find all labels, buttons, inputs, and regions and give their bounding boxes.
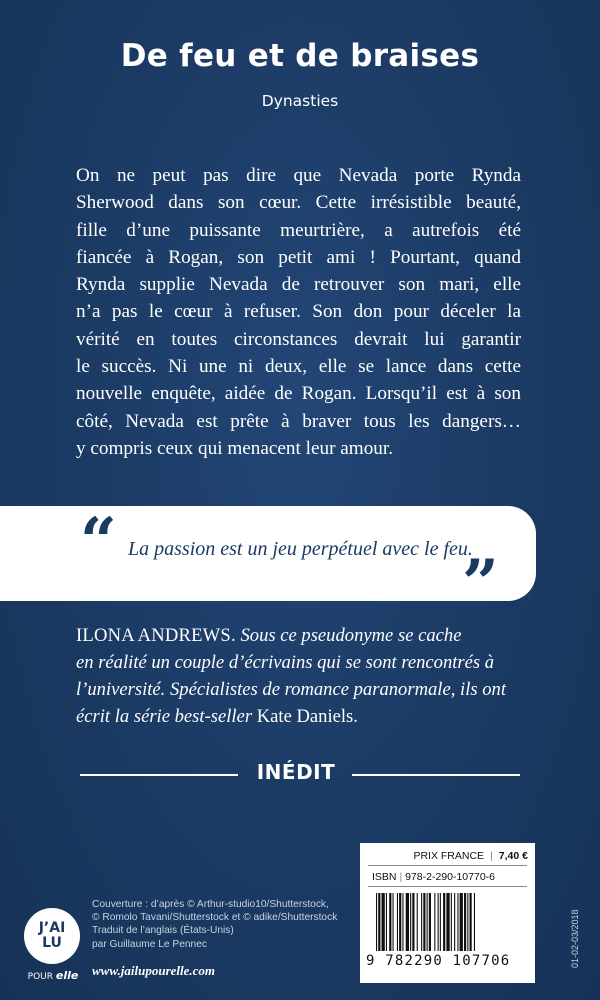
pull-quote: La passion est un jeu perpétuel avec le feu.: [128, 538, 473, 560]
barcode-bar: [410, 893, 411, 951]
barcode-bar: [393, 893, 394, 951]
barcode-bar: [427, 893, 428, 951]
barcode-bar: [434, 893, 435, 951]
barcode-bar: [474, 893, 475, 951]
blurb-paragraph: [76, 162, 521, 462]
barcode-bar: [423, 893, 425, 951]
barcode-bar: [464, 893, 466, 951]
blurb-line: On ne peut pas dire que Nevada porte Rynda: [76, 165, 521, 186]
barcode-bar: [454, 893, 455, 951]
open-quote-mark: “: [80, 504, 117, 579]
close-quote-mark: ”: [462, 546, 499, 621]
barcode-bar: [429, 893, 431, 951]
logo-text-line1: J’AI: [38, 920, 66, 936]
isbn-value: 978-2-290-10770-6: [405, 871, 495, 883]
barcode-bar: [446, 893, 449, 951]
blurb-line: vérité en toutes circonstances devrait lui garantir: [76, 328, 521, 350]
barcode-bar: [460, 893, 463, 951]
series-subtitle: Dynasties: [261, 92, 339, 110]
blurb-line: Sherwood dans son cœur. Cette irrésistible beauté,: [76, 192, 521, 214]
bio-line: [76, 676, 526, 703]
barcode-bar: [397, 893, 398, 951]
barcode-bar: [406, 893, 409, 951]
author-bio: [76, 622, 526, 730]
barcode-graphic: [374, 893, 524, 951]
barcode-box: [360, 843, 535, 983]
isbn-label: ISBN: [372, 871, 397, 883]
divider-right: [352, 774, 520, 776]
blurb-line: le succès. Ni une ni deux, elle se lance dans cette: [76, 356, 521, 378]
price-divider: [368, 865, 527, 866]
blurb-line: fille d’une puissante meurtrière, a autrefois été: [76, 219, 521, 241]
barcode-bar: [421, 893, 422, 951]
price-row: [368, 850, 528, 862]
blurb-line: fiancée à Rogan, son petit ami ! Pourtant, quand: [76, 246, 521, 268]
credit-line: © Romolo Tavani/Shutterstock et © adike/Shutterstock: [92, 912, 338, 924]
quote-band: [0, 504, 536, 621]
price-separator: |: [490, 850, 493, 862]
barcode-bar: [443, 893, 445, 951]
barcode-bar: [470, 893, 472, 951]
barcode-bar: [451, 893, 452, 951]
blurb-line: nouvelle enquête, aidée de Rogan. Lorsqu’il est à son: [76, 383, 521, 405]
barcode-bar: [457, 893, 458, 951]
blurb-line: y compris ceux qui menacent leur amour.: [76, 437, 394, 459]
price-label: PRIX FRANCE: [413, 850, 485, 862]
jai-lu-logo: [24, 908, 80, 964]
isbn-row: [372, 871, 495, 883]
series-name: Kate Daniels.: [256, 706, 358, 727]
logo-sub-brand: elle: [55, 969, 79, 982]
isbn-divider: [368, 886, 527, 887]
credit-line: Couverture : d’après © Arthur-studio10/Shutterstock,: [92, 899, 329, 910]
inedit-label: INÉDIT: [256, 760, 336, 784]
barcode-bar: [399, 893, 401, 951]
author-name: ILONA ANDREWS.: [76, 625, 236, 646]
barcode-bar: [467, 893, 468, 951]
bio-text: Sous ce pseudonyme se cache: [240, 625, 462, 646]
credit-line: Traduit de l’anglais (États-Unis): [92, 925, 234, 937]
barcode-bar: [376, 893, 377, 951]
barcode-bar: [440, 893, 441, 951]
bio-text: en réalité un couple d’écrivains qui se sont rencontrés à: [76, 652, 495, 673]
logo-subline: [22, 969, 84, 982]
credit-line: par Guillaume Le Pennec: [92, 938, 207, 950]
isbn-separator: |: [399, 871, 403, 883]
blurb-line: Rynda supplie Nevada de retrouver son mari, elle: [76, 274, 521, 296]
bio-line: [76, 622, 526, 649]
bio-line: [76, 703, 526, 730]
barcode-bar: [386, 893, 387, 951]
barcode-bar: [402, 893, 403, 951]
price-value: 7,40 €: [498, 850, 528, 862]
logo-sub-prefix: POUR: [27, 972, 53, 982]
cover-credits: [92, 898, 337, 951]
bio-text: écrit la série best-seller: [76, 706, 253, 727]
bio-text: l’université. Spécialistes de romance paranormale, ils ont: [76, 679, 506, 700]
blurb-line: n’a pas le cœur à refuser. Son don pour déceler la: [76, 301, 521, 323]
barcode-bar: [417, 893, 418, 951]
divider-left: [80, 774, 238, 776]
blurb-line: côté, Nevada est prête à braver tous les dangers…: [76, 410, 521, 432]
book-title: De feu et de braises: [120, 38, 480, 74]
website-url: www.jailupourelle.com: [92, 963, 216, 978]
barcode-bar: [378, 893, 380, 951]
barcode-bar: [389, 893, 391, 951]
barcode-bar: [412, 893, 414, 951]
ean-number: 9 782290 107706: [366, 953, 511, 969]
vertical-print-code: 01-02-03/2018: [570, 909, 580, 968]
barcode-bar: [438, 893, 439, 951]
barcode-bar: [382, 893, 385, 951]
bio-line: [76, 649, 526, 676]
logo-text-line2: LU: [42, 935, 62, 951]
